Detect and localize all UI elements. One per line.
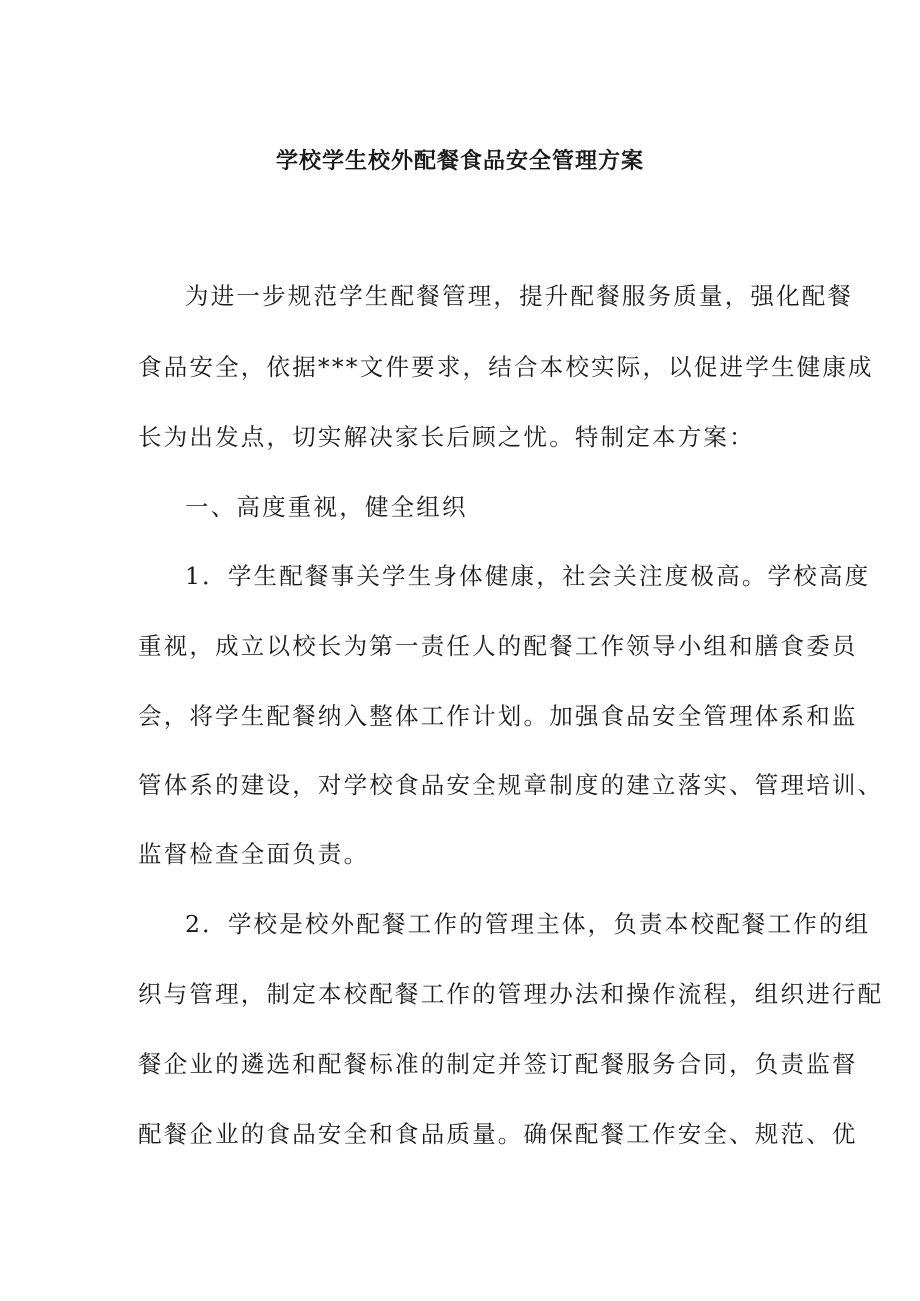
paragraph-line: 食品安全，依据***文件要求，结合本校实际，以促进学生健康成 xyxy=(138,353,874,381)
paragraph-line: 1．学生配餐事关学生身体健康，社会关注度极高。学校高度 xyxy=(185,562,871,590)
section-heading: 一、高度重视，健全组织 xyxy=(185,493,468,521)
paragraph-line: 织与管理，制定本校配餐工作的管理办法和操作流程，组织进行配 xyxy=(138,980,884,1008)
paragraph-line: 餐企业的遴选和配餐标准的制定并签订配餐服务合同，负责监督 xyxy=(138,1050,858,1078)
paragraph-line: 2．学校是校外配餐工作的管理主体，负责本校配餐工作的组 xyxy=(185,910,871,938)
document-title: 学校学生校外配餐食品安全管理方案 xyxy=(275,148,644,174)
paragraph-line: 重视，成立以校长为第一责任人的配餐工作领导小组和膳食委员 xyxy=(138,632,858,660)
paragraph-line: 管体系的建设，对学校食品安全规章制度的建立落实、管理培训、 xyxy=(138,771,884,799)
paragraph-line: 长为出发点，切实解决家长后顾之忧。特制定本方案： xyxy=(138,423,755,451)
paragraph-line: 会，将学生配餐纳入整体工作计划。加强食品安全管理体系和监 xyxy=(138,702,858,730)
paragraph-line: 配餐企业的食品安全和食品质量。确保配餐工作安全、规范、优 xyxy=(138,1120,858,1148)
paragraph-line: 为进一步规范学生配餐管理，提升配餐服务质量，强化配餐 xyxy=(185,282,854,310)
paragraph-line: 监督检查全面负责。 xyxy=(138,840,370,868)
